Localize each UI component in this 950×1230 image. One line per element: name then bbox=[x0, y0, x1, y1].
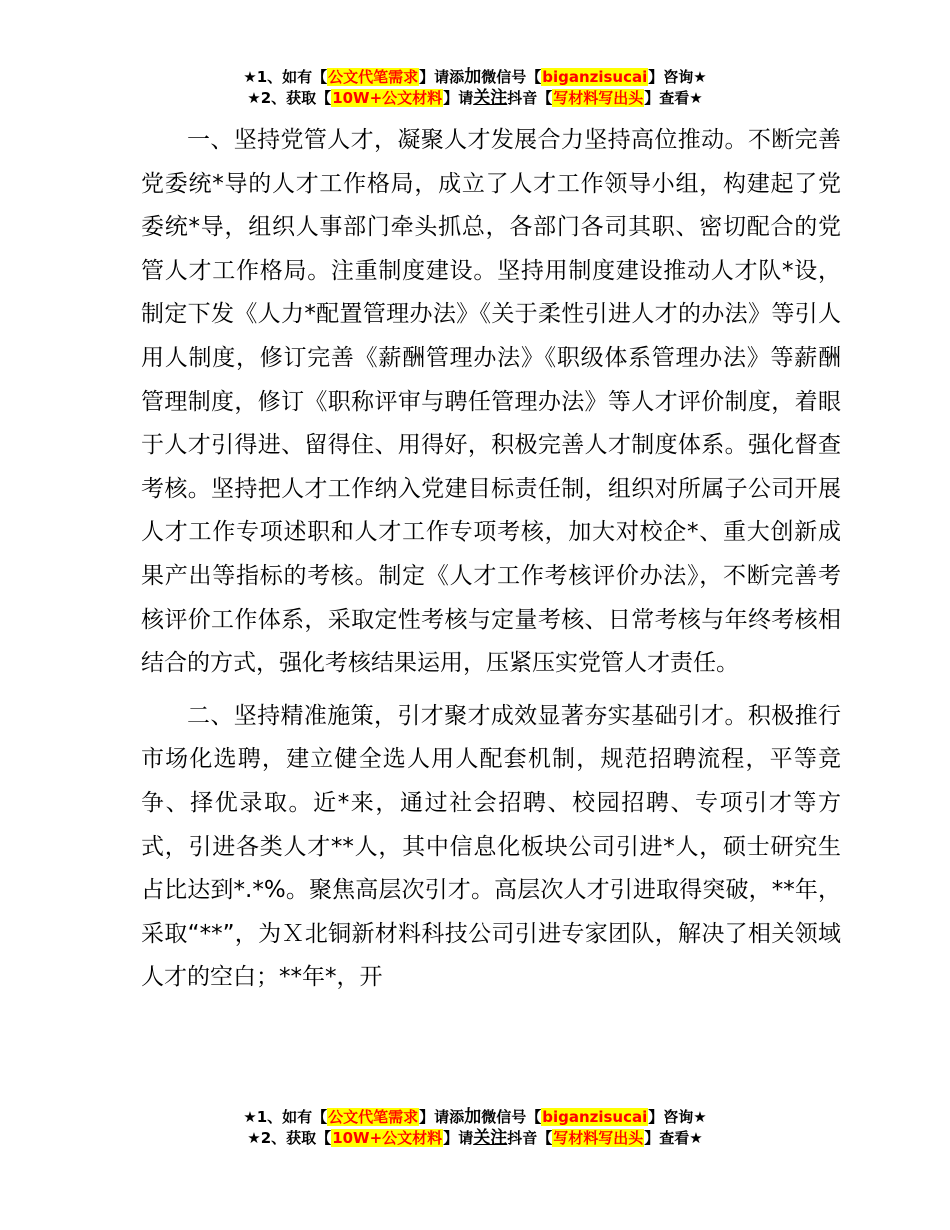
banner-text: 加 bbox=[464, 1107, 482, 1127]
banner-text: 抖音【 bbox=[507, 89, 553, 107]
header-line-1 bbox=[0, 67, 950, 88]
highlight-materials: 10W+公文材料 bbox=[332, 89, 443, 107]
highlight-wechat-id: biganzisucai bbox=[542, 68, 648, 86]
banner-text: 】请添 bbox=[419, 1108, 465, 1126]
banner-text: 】请 bbox=[443, 89, 474, 107]
highlight-douyin: 写材料写出头 bbox=[553, 89, 644, 107]
highlight-materials: 10W+公文材料 bbox=[332, 1129, 443, 1147]
banner-text: 关注 bbox=[473, 88, 508, 108]
banner-text: ★2、获取【 bbox=[247, 1129, 332, 1147]
highlight-ghostwriting: 公文代笔需求 bbox=[328, 1108, 419, 1126]
paragraph-1: 一、坚持党管人才，凝聚人才发展合力坚持高位推动。不断完善党委统*导的人才工作格局，成立了人才工作领导小组，构建起了党委统*导，组织人事部门牵头抓总，各部门各司其职、密切配合的党管人才工作格局。注重制度建设。坚持用制度建设推动人才队*设，制定下发《人力*配置管理办法》《关于柔性引进人才的办法》等引人用人制度，修订完善《薪酬管理办法》《职级体系管理办法》等薪酬管理制度，修订《职称评审与聘任管理办法》等人才评价制度，着眼于人才引得进、留得住、用得好，积极完善人才制度体系。强化督查考核。坚持把人才工作纳入党建目标责任制，组织对所属子公司开展人才工作专项述职和人才工作专项考核，加大对校企*、重大创新成果产出等指标的考核。制定《人才工作考核评价办法》，不断完善考核评价工作体系，采取定性考核与定量考核、日常考核与年终考核相结合的方式，强化考核结果运用，压紧压实党管人才责任。 bbox=[141, 127, 841, 677]
banner-text: 】咨询★ bbox=[648, 68, 707, 86]
banner-text: ★2、获取【 bbox=[247, 89, 332, 107]
banner-text: ★1、如有【 bbox=[243, 1108, 328, 1126]
footer-line-1 bbox=[0, 1107, 950, 1128]
banner-text: 加 bbox=[464, 67, 482, 87]
banner-text: ★1、如有【 bbox=[243, 68, 328, 86]
header-line-2 bbox=[0, 88, 950, 109]
highlight-douyin: 写材料写出头 bbox=[553, 1129, 644, 1147]
banner-text: 微信号【 bbox=[481, 68, 542, 86]
banner-text: 】查看★ bbox=[644, 1129, 703, 1147]
document-body bbox=[141, 119, 841, 1000]
highlight-ghostwriting: 公文代笔需求 bbox=[328, 68, 419, 86]
banner-text: 】咨询★ bbox=[648, 1108, 707, 1126]
paragraph-2: 二、坚持精准施策，引才聚才成效显著夯实基础引才。积极推行市场化选聘，建立健全选人用人配套机制，规范招聘流程，平等竞争、择优录取。近*来，通过社会招聘、校园招聘、专项引才等方式，引进各类人才**人，其中信息化板块公司引进*人，硕士研究生占比达到*.*%。聚焦高层次引才。高层次人才引进取得突破，**年，采取“**”，为Ｘ北铜新材料科技公司引进专家团队，解决了相关领域人才的空白；**年*，开 bbox=[141, 702, 841, 991]
banner-text: 】请添 bbox=[419, 68, 465, 86]
header-banner bbox=[0, 67, 950, 109]
banner-text: 微信号【 bbox=[481, 1108, 542, 1126]
banner-text: 关注 bbox=[473, 1128, 508, 1148]
footer-line-2 bbox=[0, 1128, 950, 1149]
highlight-wechat-id: biganzisucai bbox=[542, 1108, 648, 1126]
banner-text: 】查看★ bbox=[644, 89, 703, 107]
footer-banner bbox=[0, 1107, 950, 1149]
banner-text: 】请 bbox=[443, 1129, 474, 1147]
banner-text: 抖音【 bbox=[507, 1129, 553, 1147]
